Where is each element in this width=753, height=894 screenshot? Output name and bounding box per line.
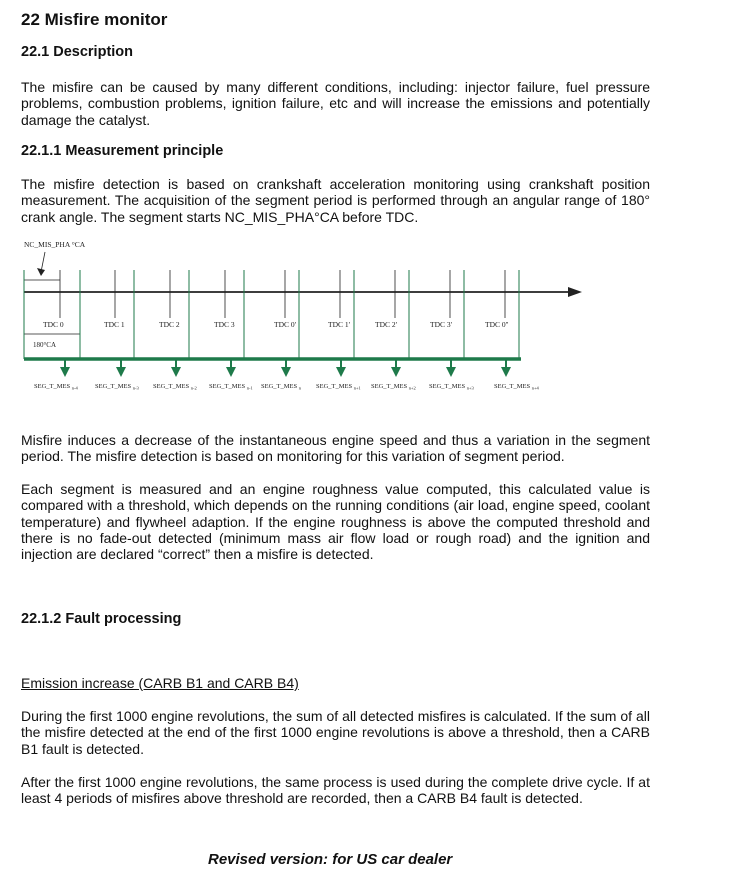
angle-label: 180°CA	[33, 341, 57, 349]
carb-b1-paragraph: During the first 1000 engine revolutions, the sum of all detected misfires is calculated. If the sum of all the misfire detected at the end of the first 1000 engine revolutions is above a threshold, then a CARB B1 fault is detected.	[21, 708, 650, 757]
time-axis-arrow	[568, 287, 582, 297]
emission-subheading: Emission increase (CARB B1 and CARB B4)	[21, 675, 299, 691]
tdc-label: TDC 0'	[274, 320, 296, 329]
phase-label: NC_MIS_PHA °CA	[24, 240, 86, 249]
footer-note: Revised version: for US car dealer	[208, 851, 453, 868]
segment-arrow-head	[336, 367, 346, 377]
segment-label: SEG_T_MES $_{n-2}$	[153, 383, 197, 391]
tdc-label: TDC 0	[43, 320, 64, 329]
misfire-segment-diagram	[0, 230, 600, 400]
fault-processing-heading: 22.1.2 Fault processing	[21, 611, 182, 627]
segment-label: SEG_T_MES $_{n-3}$	[95, 383, 139, 391]
phase-pointer	[41, 252, 45, 272]
description-paragraph: The misfire can be caused by many different conditions, including: injector failure, fuel pressure problems, combustion problems, ignition failure, etc and will increase the emissions and potentially damage the catalyst.	[21, 79, 650, 128]
tdc-label: TDC 1'	[328, 320, 350, 329]
segment-arrow-head	[391, 367, 401, 377]
segment-label: SEG_T_MES $_{n+3}$	[429, 383, 474, 391]
tdc-label: TDC 0''	[485, 320, 509, 329]
segment-arrow-head	[116, 367, 126, 377]
segment-arrow-head	[171, 367, 181, 377]
segment-label: SEG_T_MES $_{n+2}$	[371, 383, 416, 391]
measurement-heading: 22.1.1 Measurement principle	[21, 143, 224, 159]
measurement-paragraph: The misfire detection is based on crankshaft acceleration monitoring using crankshaft position measurement. The acquisition of the segment period is performed through an angular range of 180° crank angle. The segment starts NC_MIS_PHA°CA before TDC.	[21, 176, 650, 225]
tdc-label: TDC 1	[104, 320, 125, 329]
phase-pointer-head	[37, 268, 45, 276]
segment-label: SEG_T_MES $_{n+4}$	[494, 383, 539, 391]
segment-label: SEG_T_MES $_n$	[261, 383, 301, 391]
segment-arrow-head	[60, 367, 70, 377]
segment-label: SEG_T_MES $_{n-1}$	[209, 383, 253, 391]
segment-arrow-head	[446, 367, 456, 377]
roughness-paragraph: Each segment is measured and an engine roughness value computed, this calculated value is compared with a threshold, which depends on the running conditions (air load, engine speed, coolant temperature) and flywheel adaption. If the engine roughness is above the computed threshold and there is no fade-out detected (minimum mass air flow load or rough road) and the ignition and injection are declared “correct” then a misfire is detected.	[21, 481, 650, 563]
segment-arrow-head	[226, 367, 236, 377]
carb-b4-paragraph: After the first 1000 engine revolutions, the same process is used during the complete drive cycle. If at least 4 periods of misfires above threshold are recorded, then a CARB B4 fault is detected.	[21, 774, 650, 807]
segment-label: SEG_T_MES $_{n+1}$	[316, 383, 361, 391]
tdc-label: TDC 2	[159, 320, 180, 329]
tdc-label: TDC 2'	[375, 320, 397, 329]
page-title: 22 Misfire monitor	[21, 10, 168, 29]
description-heading: 22.1 Description	[21, 44, 134, 60]
tdc-label: TDC 3'	[430, 320, 452, 329]
segment-label: SEG_T_MES $_{n-4}$	[34, 383, 78, 391]
tdc-label: TDC 3	[214, 320, 235, 329]
segment-arrow-head	[501, 367, 511, 377]
misfire-effect-paragraph: Misfire induces a decrease of the instantaneous engine speed and thus a variation in the segment period. The misfire detection is based on monitoring for this variation of segment period.	[21, 432, 650, 465]
segment-arrow-head	[281, 367, 291, 377]
